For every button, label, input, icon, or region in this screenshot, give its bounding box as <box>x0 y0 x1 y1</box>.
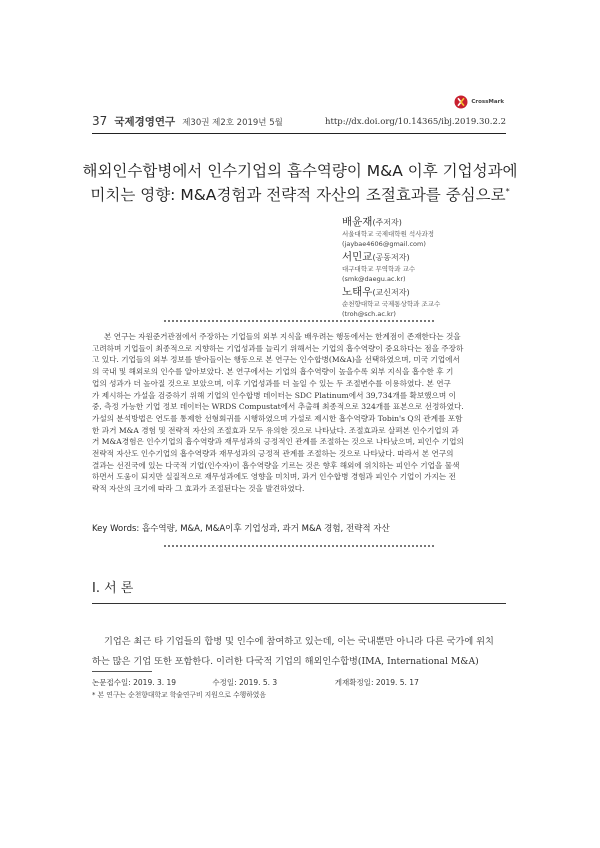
author-affiliation: 대구대학교 무역학과 교수 <box>342 265 416 273</box>
author-email[interactable]: (smk@daegu.ac.kr) <box>342 275 406 283</box>
abstract-line: 한 과거 M&A 경험 및 전략적 자산의 조절효과 모두 유의한 것으로 나타났다. 조절효과로 살펴본 인수기업의 과 <box>92 425 459 435</box>
abstract-line: 하면서 도움이 되지만 실질적으로 재무성과에도 영향을 미치며, 과거 인수합병 경험과 피인수 기업이 가지는 전 <box>92 472 456 482</box>
author-email[interactable]: (jaybae4606@gmail.com) <box>342 240 426 248</box>
volume-info: 제30권 제2호 2019년 5월 <box>182 118 283 128</box>
author-name: 서민교 <box>342 251 373 263</box>
paper-title-line-2 <box>60 183 540 205</box>
abstract-line: 고려하며 기업들이 최종적으로 지향하는 기업성과를 늘리기 위해서는 기업의 흡수역량이 중요하다는 점을 주장하 <box>92 343 464 353</box>
accepted-date: 게재확정일: 2019. 5. 17 <box>334 678 419 687</box>
crossmark-icon <box>454 95 468 109</box>
body-text-line: 하는 많은 기업 또한 포함한다. 이러한 다국적 기업의 해외인수합병(IMA, International M&A) <box>92 656 479 667</box>
author-role: (주저자) <box>372 218 402 227</box>
author-block-2 <box>342 245 522 284</box>
abstract-line: 가설의 분석방법은 연도를 통제한 선형회귀를 시행하였으며 가설로 제시한 흡수역량과 Tobin's Q의 관계를 포함 <box>92 413 463 423</box>
revised-date: 수정일: 2019. 5. 3 <box>212 678 278 687</box>
author-role: (공동저자) <box>372 253 410 262</box>
abstract-line: 전략적 자산도 인수기업의 흡수역량과 재무성과의 긍정적 관계를 조절하는 것으로 나타났다. 따라서 본 연구의 <box>92 449 454 459</box>
crossmark-badge[interactable] <box>454 95 504 109</box>
page-number: 37 <box>92 114 108 128</box>
abstract-line: 략적 자산의 크기에 따라 그 효과가 조절된다는 것을 발견하였다. <box>92 484 305 494</box>
author-block-1 <box>342 210 522 249</box>
title-footnote-mark: * <box>505 186 510 196</box>
author-affiliation: 서울대학교 국제대학원 석사과정 <box>342 230 435 238</box>
abstract-line: 결과는 선진국에 있는 다국적 기업(인수자)이 흡수역량을 기르는 것은 향후 해외에 위치하는 피인수 기업을 물색 <box>92 460 460 470</box>
author-name: 배윤재 <box>342 216 373 228</box>
running-header <box>92 114 283 129</box>
header-rule <box>92 133 506 134</box>
abstract-line: 의 국내 및 해외로의 인수를 알아보았다. 본 연구에서는 기업의 흡수역량이 높을수록 외부 지식을 흡수한 후 기 <box>92 367 454 377</box>
author-block-3 <box>342 280 522 319</box>
paper-title-line-1: 해외인수합병에서 인수기업의 흡수역량이 M&A 이후 기업성과에 <box>82 162 518 180</box>
journal-name: 국제경영연구 <box>114 116 176 128</box>
abstract-line: 가 제시하는 가설을 검증하기 위해 기업의 인수합병 데이터는 SDC Platinum에서 39,734개를 확보했으며 이 <box>92 390 456 400</box>
crossmark-label: CrossMark <box>471 99 504 105</box>
abstract <box>92 331 516 495</box>
section-heading: I. 서 론 <box>92 581 134 596</box>
received-date: 논문접수일: 2019. 3. 19 <box>92 678 177 687</box>
abstract-line: 중, 측정 가능한 기업 정보 데이터는 WRDS Compustat에서 추출해 최종적으로 324개를 표본으로 선정하였다. <box>92 402 464 412</box>
section-rule <box>92 603 506 604</box>
author-affiliation: 순천향대학교 국제통상학과 조교수 <box>342 300 441 308</box>
abstract-bottom-divider <box>164 545 434 547</box>
submission-dates <box>92 677 516 688</box>
abstract-top-divider <box>164 320 434 322</box>
author-role: (교신저자) <box>372 288 410 297</box>
body-text-line: 기업은 최근 타 기업들의 합병 및 인수에 참여하고 있는데, 이는 국내뿐만 아니라 다른 국가에 위치 <box>104 636 494 647</box>
paper-title-line-2-text: 미치는 영향: M&A경험과 전략적 자산의 조절효과를 중심으로 <box>90 186 506 204</box>
funding-note: * 본 연구는 순천향대학교 학술연구비 지원으로 수행하였음 <box>92 691 266 699</box>
doi-link[interactable]: http://dx.doi.org/10.14365/ibj.2019.30.2.2 <box>324 117 506 127</box>
abstract-line: 본 연구는 자원준거관점에서 주장하는 기업들의 외부 지식을 배우려는 행동에서는 한계점이 존재한다는 것을 <box>104 332 461 341</box>
author-email[interactable]: (troh@sch.ac.kr) <box>342 310 396 318</box>
author-name: 노태우 <box>342 286 373 298</box>
abstract-line: 업의 성과가 더 높아질 것으로 보았으며, 이후 기업성과를 더 높일 수 있는 두 조절변수를 이용하였다. 본 연구 <box>92 378 451 388</box>
keywords: Key Words: 흡수역량, M&A, M&A이후 기업성과, 과거 M&A 경험, 전략적 자산 <box>92 524 390 534</box>
abstract-line: 고 있다. 기업들의 외부 정보를 받아들이는 행동으로 본 연구는 인수합병(M&A)을 선택하였으며, 미국 기업에서 <box>92 355 460 365</box>
abstract-line: 거 M&A경험은 인수기업의 흡수역량과 재무성과의 긍정적인 관계를 조절하는 것으로 나타났으며, 피인수 기업의 <box>92 437 464 447</box>
footnote-rule <box>92 671 152 672</box>
